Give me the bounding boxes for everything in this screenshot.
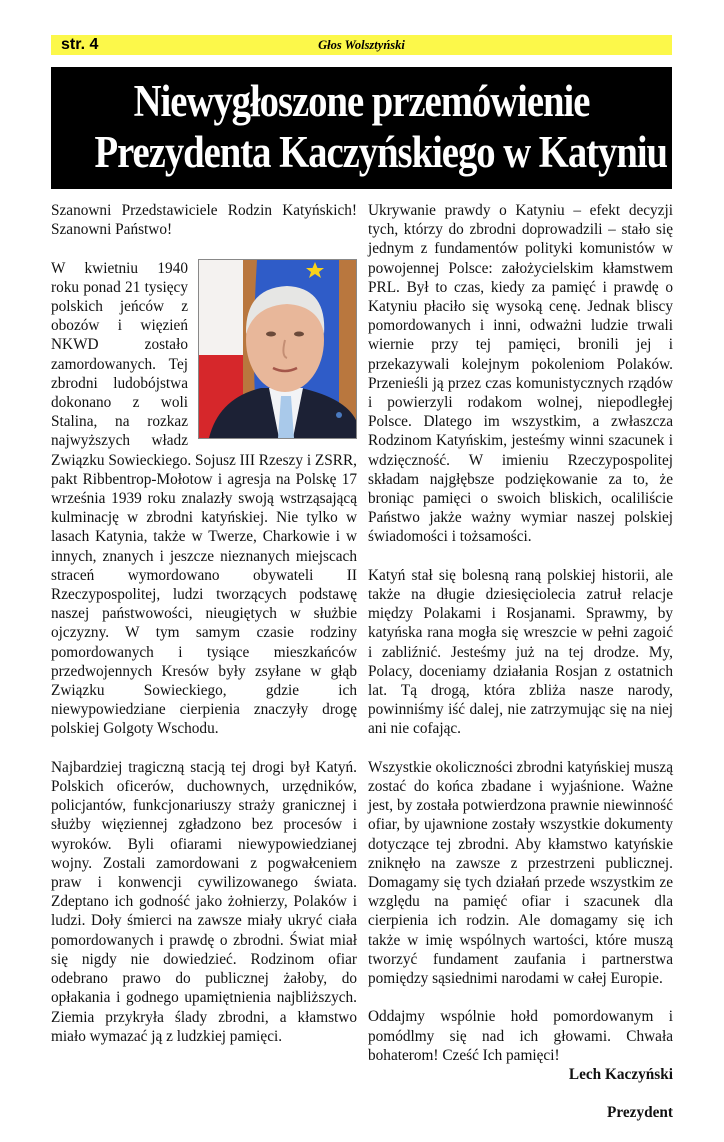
article-paragraph-6: Oddajmy wspólnie hołd pomordowanym i pomódlmy się nad ich głowami. Chwała bohaterom! Cześć Ich pamięci! <box>368 1008 673 1064</box>
article-paragraph-2: Najbardziej tragiczną stacją tej drogi był Katyń. Polskich oficerów, duchownych, urzędników, policjantów, funkcjonariuszy straży granicznej i służby więziennej zgładzono bez procesów i wyroków. Byli ofiarami niewypowiedzianej wojny. Zostali zamordowani z pogwałceniem praw i konwencji cywilizowanego świata. Zdeptano ich godność jako żołnierzy, Polaków i ludzi. Doły śmierci na zawsze miały ukryć ciała pomordowanych i prawdę o zbrodni. Świat miał się nigdy nie dowiedzieć. Rodzinom ofiar odebrano prawo do publicznej żałoby, do opłakania i godnego upamiętnienia najbliższych. Ziemia przykryła ślady zbrodni, a kłamstwo miało wymazać ją z ludzkiej pamięci. <box>51 758 357 1045</box>
page-header-bar <box>51 35 672 55</box>
signature-name: Lech Kaczyński <box>568 1066 673 1084</box>
lapel-pin-icon <box>336 412 342 418</box>
article-paragraph-1: W kwietniu 1940 roku ponad 21 tysięcy polskich jeńców z obozów i więzień NKWD zostało zamordowanych. Tej zbrodni ludobójstwa dokonano z woli Stalina, na rozkaz najwyższych władz Związku Sowieckiego. Sojusz III Rzeszy i ZSRR, pakt Ribbentrop-Mołotow i agresja na Polskę 17 września 1939 roku znalazły swoją wstrząsającą kulminację w zbrodni katyńskiej. Nie tylko w lasach Katynia, także w Twerze, Charkowie i w innych, znanych i jeszcze nieznanych miejscach straceń wymordowano obywateli II Rzeczypospolitej, ludzi tworzących podstawę naszej państwowości, nieugiętych w służbie ojczyzny. W tym samym czasie rodziny pomordowanych i tysiące mieszkańców przedwojennych Kresów były zsyłane w głąb Związku Sowieckiego, gdzie ich niewypowiedziane cierpienia znaczyły drogę polskiej Golgoty Wschodu. <box>51 259 357 738</box>
newspaper-name: Głos Wolsztyński <box>318 38 405 52</box>
left-eye <box>266 331 276 336</box>
headline-line-2: Prezydenta Kaczyńskiego w Katyniu <box>94 127 668 177</box>
portrait-illustration <box>199 260 356 438</box>
article-left-column <box>51 201 357 1065</box>
signature-title: Prezydent <box>607 1104 673 1122</box>
article-headline <box>51 67 672 189</box>
article-paragraph-3: Ukrywanie prawdy o Katyniu – efekt decyzji tych, którzy do zbrodni doprowadzili – stało się jednym z fundamentów polityki komunistów w powojennej Polsce: założycielskim kłamstwem PRL. Był to czas, kiedy za pamięć i prawdę o Katyniu płaciło się wysoką cenę. Jednak bliscy pomordowanych i inni, odważni ludzie trwali wiernie przy tej pamięci, bronili jej i przekazywali kolejnym pokoleniom Polaków. Przenieśli ją przez czas komunistycznych rządów i powierzyli rodakom wolnej, niepodległej Polsce. Dlatego im wszystkim, a zwłaszcza Rodzinom Katyńskim, jesteśmy winni szacunek i wdzięczność. W imieniu Rzeczypospolitej składam najgłębsze podziękowanie za to, że broniąc pamięci o swoich bliskich, ocaliliście Państwo jakże ważny wymiar naszej polskiej świadomości i tożsamości. <box>368 202 673 546</box>
president-portrait-photo <box>198 259 357 439</box>
right-eye <box>294 331 304 336</box>
flag-white-stripe <box>199 260 243 355</box>
article-greeting: Szanowni Przedstawiciele Rodzin Katyńskich! Szanowni Państwo! <box>51 202 357 239</box>
article-paragraph-4: Katyń stał się bolesną raną polskiej historii, ale także na długie dziesięciolecia zatruł relacje między Polakami i Rosjanami. Sprawmy, by katyńska rana mogła się wreszcie w pełni zagoić i zabliźnić. Jesteśmy już na tej drodze. My, Polacy, doceniamy działania Rosjan z ostatnich lat. Tą drogą, która zbliża nasze narody, powinniśmy iść dalej, nie zatrzymując się na niej ani nie cofając. <box>368 566 673 738</box>
headline-line-1: Niewygłoszone przemówienie <box>133 76 590 126</box>
article-right-column <box>368 201 673 1142</box>
article-paragraph-5: Wszystkie okoliczności zbrodni katyńskiej muszą zostać do końca zbadane i wyjaśnione. Ważne jest, by została potwierdzona prawnie niewinność ofiar, by ujawnione zostały wszystkie dokumenty dotyczące tej zbrodni. Aby kłamstwo katyńskie zniknęło na zawsze z przestrzeni publicznej. Domagamy się tych działań przede wszystkim ze względu na pamięć ofiar i szacunek dla cierpienia ich rodzin. Ale domagamy się ich także w imię wspólnych wartości, które muszą tworzyć fundament zaufania i partnerstwa pomiędzy sąsiednimi narodami w całej Europie. <box>368 758 674 988</box>
page-number: str. 4 <box>61 36 99 53</box>
